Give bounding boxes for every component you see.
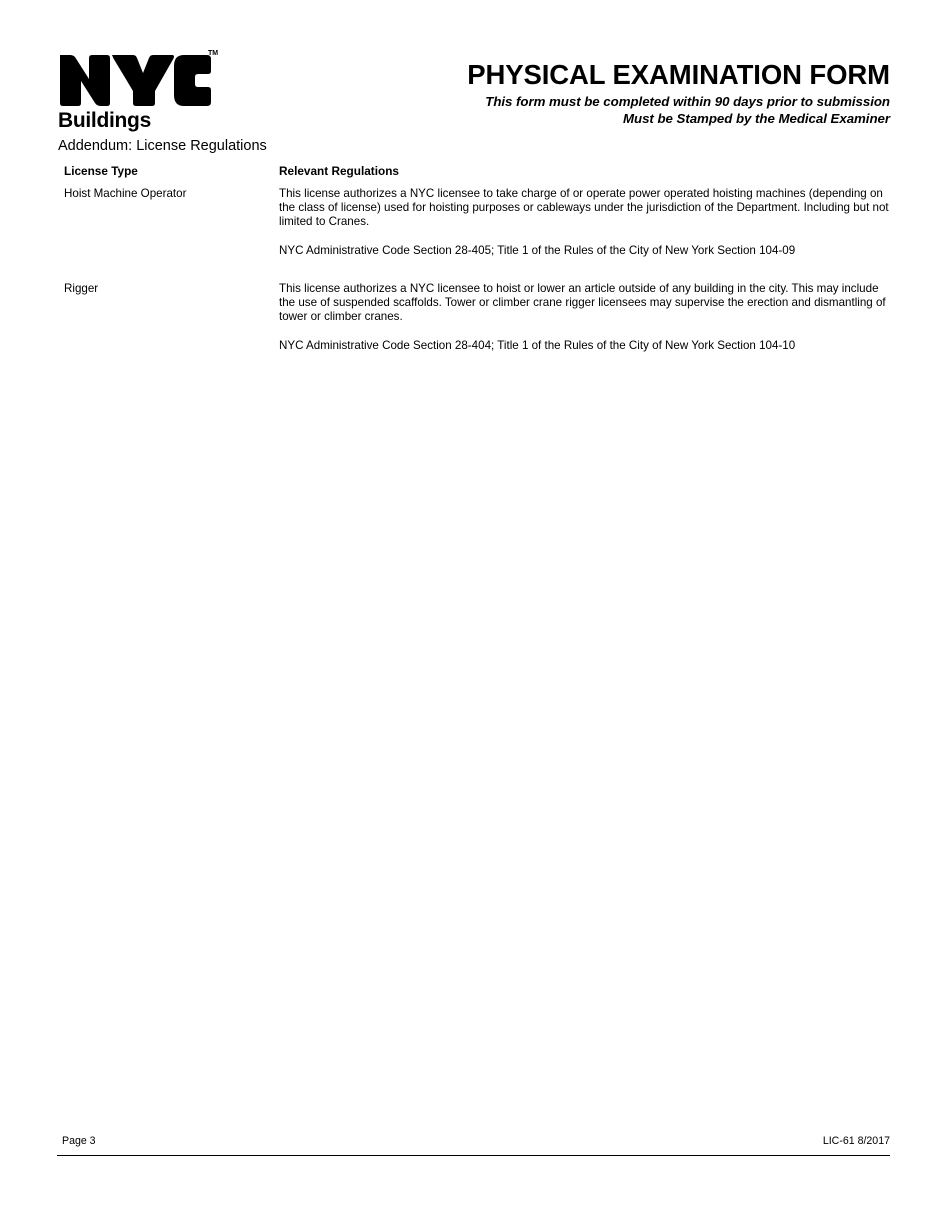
form-subtitle-line-1: This form must be completed within 90 days prior to submission <box>485 94 890 109</box>
section-heading: Addendum: License Regulations <box>58 138 267 154</box>
page-footer <box>57 1134 890 1164</box>
page-title: PHYSICAL EXAMINATION FORM <box>467 59 890 90</box>
form-code: LIC-61 8/2017 <box>822 1135 890 1147</box>
column-header-relevant-regulations: Relevant Regulations <box>279 164 399 178</box>
nyc-buildings-logo <box>58 50 228 132</box>
column-header-license-type: License Type <box>64 164 138 178</box>
cell-license-type: Hoist Machine Operator <box>64 187 187 200</box>
agency-name: Buildings <box>58 109 151 132</box>
table-row <box>64 187 890 258</box>
footer-divider <box>57 1155 890 1156</box>
trademark-icon: TM <box>208 50 219 57</box>
regulation-description: This license authorizes a NYC licensee to take charge of or operate power operated hoisting machines (depending on the class of license) used for hoisting purposes or cableways under the jurisdiction of the Department. Including but not limited to Cranes. <box>279 187 889 229</box>
cell-license-type: Rigger <box>64 282 99 295</box>
title-block <box>330 60 890 127</box>
table-row <box>64 282 890 353</box>
cell-relevant-regulations <box>279 187 890 258</box>
cell-relevant-regulations <box>279 282 890 353</box>
nyc-logo-icon <box>58 50 219 108</box>
regulation-citation: NYC Administrative Code Section 28-404; Title 1 of the Rules of the City of New York Section 104-10 <box>279 338 796 352</box>
page-header <box>0 0 950 140</box>
license-regulations-table <box>64 164 890 353</box>
page-number: Page 3 <box>62 1135 96 1147</box>
regulation-description: This license authorizes a NYC licensee to hoist or lower an article outside of any building in the city. This may include the use of suspended scaffolds. Tower or climber crane rigger licensees may supervise the erection and dismantling of tower or climber cranes. <box>279 282 886 324</box>
row-spacer <box>64 258 890 282</box>
regulation-citation: NYC Administrative Code Section 28-405; Title 1 of the Rules of the City of New York Section 104-09 <box>279 243 796 257</box>
footer-content <box>57 1134 890 1155</box>
form-subtitle-line-2: Must be Stamped by the Medical Examiner <box>622 110 890 126</box>
table-header-row <box>64 164 890 187</box>
